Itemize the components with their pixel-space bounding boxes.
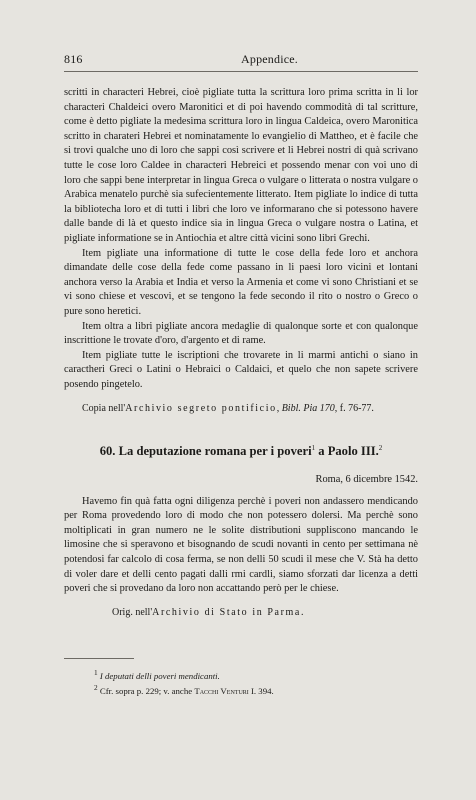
header-rule: [64, 71, 418, 72]
doc60-heading: [64, 444, 418, 459]
doc59-paragraph-2: Item pigliate una informatione di tutte le cose della fede loro et anchora dimandate delle cose della fede come passano in li paesi loro vicini et lontani anchora verso la Arabia et India et verso la Armenia et come vi sono Christiani et se vi sono chiese et vescovi, et se tengono la fede secondo il rito o nostro o Greco o pure sono heretici.: [64, 247, 418, 317]
doc59-paragraph-4: Item pigliate tutte le iscriptioni che trovarete in li marmi antichi o siano in caractheri Greci o Latini o Hebraici o Caldaici, et quelo che non sapete scrivere posendo pingetelo.: [64, 349, 418, 390]
footnote-2: [94, 682, 418, 697]
archive-name: Archivio segreto pontificio: [125, 403, 277, 415]
footnote-mark-1: 1: [311, 444, 316, 453]
heading-text: 60. La deputazione romana per i poveri: [99, 444, 312, 459]
running-title: Appendice.: [241, 52, 298, 66]
page-number: 816: [64, 52, 83, 66]
doc59-source-note: Copia nell'Archivio segreto pontificio, Bibl. Pia 170, f. 76-77.: [82, 403, 374, 415]
heading-recipient: a Paolo III.: [315, 444, 379, 459]
doc60-origin-note: [112, 607, 418, 618]
footnote-2-author: Tacchi Venturi: [194, 685, 249, 696]
running-header: [64, 52, 418, 67]
footnote-mark-2: 2: [378, 444, 383, 453]
doc59-paragraph-1: scritti in characteri Hebrei, cioè pigliate tutta la scrittura loro prima scritta in li lor characteri Chaldeici overo Maronitici et di poi havendo commodità di tal scritture, come è detto pigliate la medesima scrittura loro in lingua Caldeica, overo Maronitica scritto in charateri Hebrei et nominatamente lo evangielio di Mattheo, et è facile che si trovi qualche uno di loro che sappi così scrivere et li Hebrei nostri di quà scrivano tutte le cose loro Caldee in characteri Hebreici et possendo menar con voi uno di loro che sappi bene interpretar in lingua Greca o vulgare o litterata o nostra vulgare o Arabica menatelo purchè sia sufecientemente litterato. Item pigliate lo indice di tutta la bibliotecha loro et di tutti i libri che loro ve informarano che si potessono havere dalle bande di là et questo indice sia in lingua Greca o vulgare nostra o Latina, et pigliate informatione se in Antiochia et altre città vicini sono libri Grechi.: [64, 87, 419, 244]
origin-prefix: Orig. nell': [112, 606, 153, 618]
footnote-1-text: I deputati delli poveri mendicanti.: [99, 670, 220, 681]
footnote-2-text-b: I. 394.: [248, 685, 274, 696]
source-prefix: Copia nell': [82, 403, 126, 415]
footnote-2-text-a: Cfr. sopra p. 229; v. anche: [99, 685, 195, 696]
source-folios: , f. 76-77.: [334, 403, 374, 415]
footnote-1-mark: 1: [94, 667, 98, 677]
doc60-dateline: Roma, 6 dicembre 1542.: [315, 473, 418, 485]
footnote-2-mark: 2: [94, 682, 98, 692]
footnote-rule: [64, 658, 134, 659]
doc59-paragraph-3: Item oltra a libri pigliate ancora medaglie di qualonque sorte et con qualonque inscrittione le trovate d'oro, d'argento et di rame.: [64, 320, 418, 347]
origin-archive: Archivio di Stato in Parma.: [152, 606, 306, 618]
doc60-body: Havemo fin quà fatta ogni diligenza perchè i poveri non andassero mendicando per Roma provedendo loro di modo che non potessero dolersi. Ma perchè sono moltiplicati in gran numero ne le solite distributioni suppliscono mancando le limosine che si speravono et bisognando de scudi novanti in cento per settimana nè potendosi far calcolo di cosa ferma, se non delli 50 scudi il mese che V. Stà ha detto di voler dare et delli cento pagati dalli rmi cardli, siamo sforzati dar licenza a detti poveri che si provedano da loro non accattando però per le chiese.: [64, 495, 418, 595]
footnote-1: [94, 667, 418, 682]
archive-reference: Bibl. Pia 170: [281, 403, 335, 415]
